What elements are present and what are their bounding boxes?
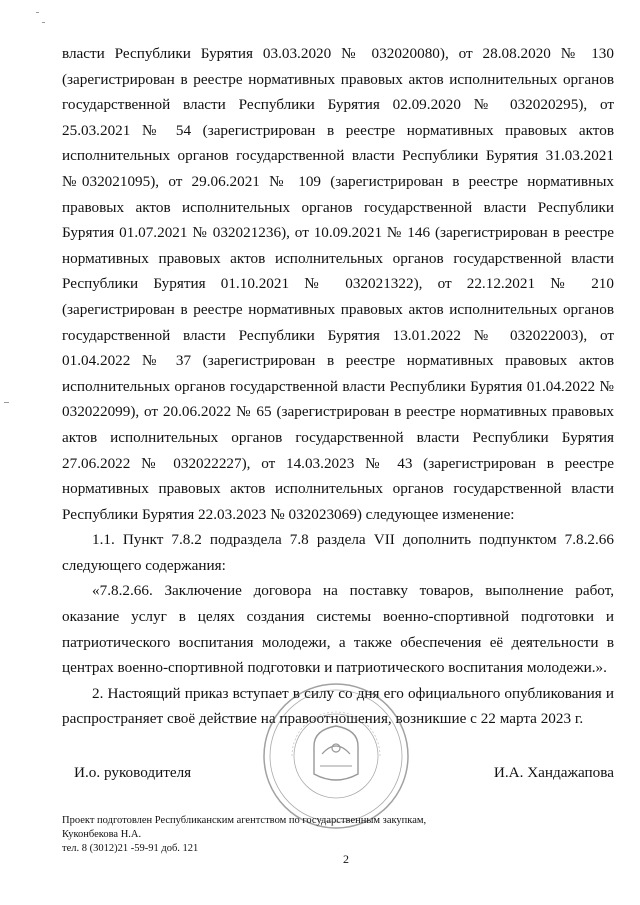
paragraph-item-1-1: 1.1. Пункт 7.8.2 подраздела 7.8 раздела VII дополнить подпунктом 7.8.2.66 следующего содержания: bbox=[62, 531, 614, 574]
scan-speck bbox=[36, 12, 39, 13]
official-seal bbox=[262, 682, 410, 830]
document-body bbox=[62, 41, 614, 732]
signatory-name: И.А. Хандажапова bbox=[493, 764, 614, 781]
page-number: 2 bbox=[343, 852, 349, 866]
paragraph-amendments-list: власти Республики Бурятия 03.03.2020 № 032020080), от 28.08.2020 № 130 (зарегистрирован в реестре нормативных правовых актов исполнительных органов государственной власти Республики Бурятия 02.09.2020 № 032020295), от 25.03.2021 № 54 (зарегистрирован в реестре нормативных правовых актов исполнительных органов государственной власти Республики Бурятия 31.03.2021 №032021095), от 29.06.2021 № 109 (зарегистрирован в реестре нормативных правовых актов исполнительных органов государственной власти Республики Бурятия 01.07.2021 № 032021236), от 10.09.2021 № 146 (зарегистрирован в реестре нормативных правовых актов исполнительных органов государственной власти Республики Бурятия 01.10.2021 № 032021322), от 22.12.2021 № 210 (зарегистрирован в реестре нормативных правовых актов исполнительных органов государственной власти Республики Бурятия 13.01.2022 № 032022003), от 01.04.2022 № 37 (зарегистрирован в реестре нормативных правовых актов исполнительных органов государственной власти Республики Бурятия 01.04.2022 № 032022099), от 20.06.2022 № 65 (зарегистрирован в реестре нормативных правовых актов исполнительных органов государственной власти Республики Бурятия 27.06.2022 № 032022227), от 14.03.2023 № 43 (зарегистрирован в реестре нормативных правовых актов исполнительных органов государственной власти Республики Бурятия 22.03.2023 № 032023069) следующее изменение: bbox=[62, 45, 614, 523]
footer-note bbox=[62, 814, 426, 856]
footer-phone: тел. 8 (3012)21 -59-91 доб. 121 bbox=[62, 843, 199, 854]
paragraph-subitem-quote: «7.8.2.66. Заключение договора на поставку товаров, выполнение работ, оказание услуг в целях создания системы военно-спортивной подготовки и патриотического воспитания молодежи, а также обеспечения её деятельности в центрах военно-спортивной подготовки и патриотического воспитания молодежи.». bbox=[62, 582, 614, 677]
scan-speck bbox=[4, 402, 9, 403]
footer-prepared-by: Проект подготовлен Республиканским агентством по государственным закупкам, bbox=[62, 815, 427, 826]
footer-author: Куконбекова Н.А. bbox=[62, 829, 142, 840]
signatory-position: И.о. руководителя bbox=[74, 764, 192, 781]
scan-speck bbox=[42, 22, 45, 23]
paragraph-item-2: 2. Настоящий приказ вступает в силу со дня его официального опубликования и распространяет своё действие на правоотношения, возникшие с 22 марта 2023 г. bbox=[62, 684, 614, 728]
